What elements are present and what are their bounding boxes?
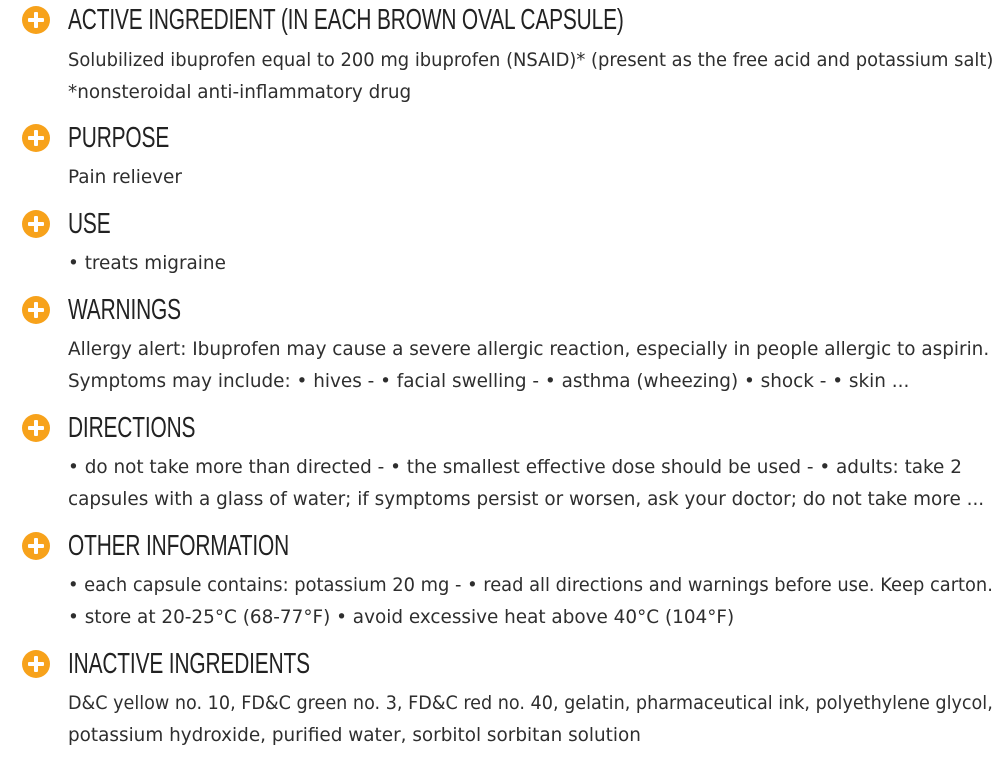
content-line: potassium hydroxide, purified water, sorbitol sorbitan solution xyxy=(68,725,641,746)
section-content xyxy=(68,452,993,516)
section-title: WARNINGS xyxy=(68,294,181,326)
section-title: OTHER INFORMATION xyxy=(68,530,290,562)
section-content xyxy=(68,570,993,634)
plus-circle-icon[interactable] xyxy=(22,296,50,324)
content-line: • treats migraine xyxy=(68,253,226,274)
section-title: INACTIVE INGREDIENTS xyxy=(68,648,310,680)
content-line: Symptoms may include: • hives - • facial swelling - • asthma (wheezing) • shock - • skin ... xyxy=(68,371,910,392)
content-line: D&C yellow no. 10, FD&C green no. 3, FD&C red no. 40, gelatin, pharmaceutical ink, polyethylene glycol, xyxy=(68,693,993,714)
content-line: Solubilized ibuprofen equal to 200 mg ibuprofen (NSAID)* (present as the free acid and potassium salt) xyxy=(68,50,994,71)
plus-circle-icon[interactable] xyxy=(22,124,50,152)
plus-circle-icon[interactable] xyxy=(22,650,50,678)
content-line: • store at 20-25°C (68-77°F) • avoid excessive heat above 40°C (104°F) xyxy=(68,607,735,628)
plus-circle-icon[interactable] xyxy=(22,414,50,442)
section-header[interactable] xyxy=(0,410,1000,444)
section-title: DIRECTIONS xyxy=(68,412,196,444)
section-header[interactable] xyxy=(0,646,1000,680)
content-line: • do not take more than directed - • the smallest effective dose should be used - • adults: take 2 xyxy=(68,457,962,478)
section-content xyxy=(68,248,993,280)
section-title: ACTIVE INGREDIENT (IN EACH BROWN OVAL CAPSULE) xyxy=(68,4,624,36)
section-title: USE xyxy=(68,208,111,240)
content-line: Pain reliever xyxy=(68,167,182,188)
content-line: • each capsule contains: potassium 20 mg - • read all directions and warnings before use. Keep carton. xyxy=(68,575,993,596)
plus-circle-icon[interactable] xyxy=(22,210,50,238)
section-content xyxy=(68,162,993,194)
section-header[interactable] xyxy=(0,528,1000,562)
section-content xyxy=(68,45,993,109)
section-content xyxy=(68,334,993,398)
section-title: PURPOSE xyxy=(68,122,170,154)
content-line: capsules with a glass of water; if symptoms persist or worsen, ask your doctor; do not take more ... xyxy=(68,489,985,510)
plus-circle-icon[interactable] xyxy=(22,6,50,34)
section-header[interactable] xyxy=(0,206,1000,240)
content-line: *nonsteroidal anti-inflammatory drug xyxy=(68,82,412,103)
plus-circle-icon[interactable] xyxy=(22,532,50,560)
section-header[interactable] xyxy=(0,120,1000,154)
section-content xyxy=(68,688,993,752)
content-line: Allergy alert: Ibuprofen may cause a severe allergic reaction, especially in people allergic to aspirin. xyxy=(68,339,990,360)
section-header[interactable] xyxy=(0,292,1000,326)
section-header[interactable] xyxy=(0,2,1000,36)
